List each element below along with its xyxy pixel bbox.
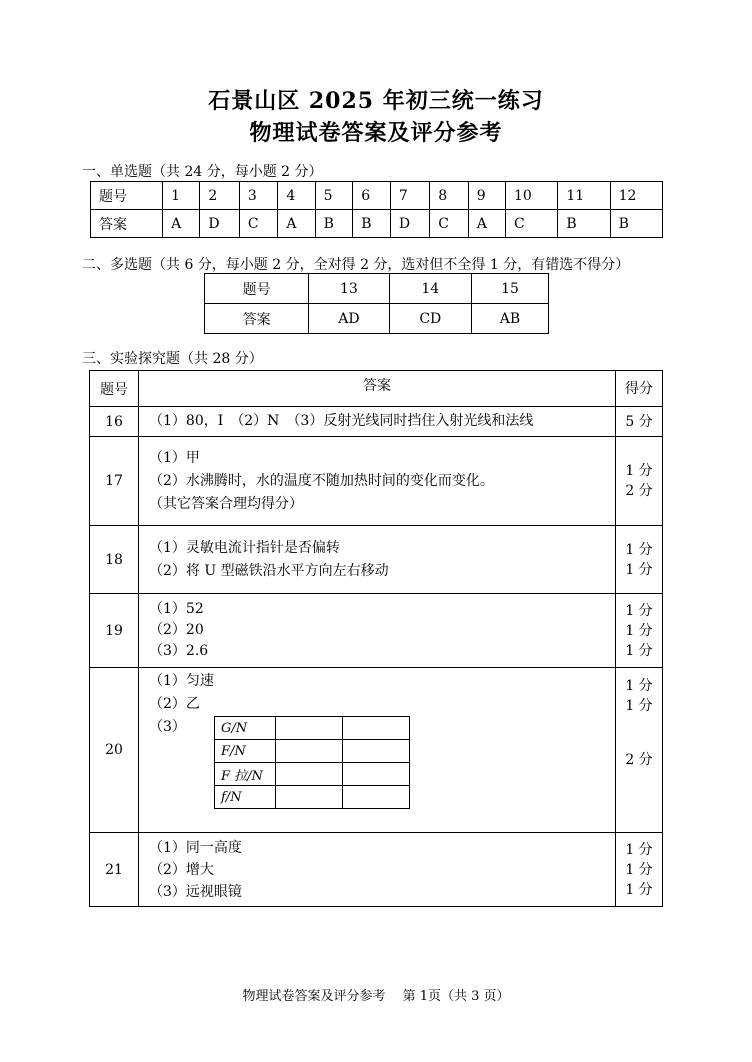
- table-row: [215, 786, 410, 809]
- page-title: 石景山区 2025 年初三统一练习: [208, 88, 544, 114]
- column-header-score: 得分: [616, 371, 663, 407]
- answer-line: （1）匀速: [149, 673, 214, 689]
- score-line: 1 分: [625, 678, 653, 694]
- answer-cell: D: [200, 210, 239, 238]
- table-row: [91, 182, 663, 210]
- page-footer: 物理试卷答案及评分参考 第 1页（共 3 页）: [242, 989, 510, 1004]
- score-line: 1 分: [625, 602, 653, 619]
- question-number: 2: [200, 182, 239, 210]
- empty-cell: [276, 717, 343, 740]
- answer-text: （1）80，I （2）N （3）反射光线同时挡住入射光线和法线: [139, 407, 616, 437]
- answer-cell: C: [506, 210, 558, 238]
- table-row: [215, 740, 410, 763]
- table-row: [90, 526, 663, 594]
- table-row: [91, 210, 663, 238]
- column-header-number: 题号: [90, 371, 139, 407]
- multi-choice-table: [204, 273, 549, 334]
- empty-cell: [276, 786, 343, 809]
- empty-cell: [343, 763, 410, 786]
- answer-cell: [139, 526, 616, 594]
- question-number: 19: [90, 594, 139, 668]
- question-number: 10: [506, 182, 558, 210]
- answer-line: （1）灵敏电流计指针是否偏转: [149, 539, 340, 556]
- answer-cell: B: [315, 210, 353, 238]
- row-label: F/N: [215, 740, 276, 763]
- page-subtitle: 物理试卷答案及评分参考: [249, 120, 503, 146]
- score-cell: [616, 833, 663, 907]
- question-number: 6: [353, 182, 391, 210]
- row-label: G/N: [215, 717, 276, 740]
- empty-cell: [276, 763, 343, 786]
- question-number: 12: [610, 182, 662, 210]
- answer-cell: D: [390, 210, 429, 238]
- question-number: 16: [90, 407, 139, 437]
- answer-cell: B: [353, 210, 391, 238]
- row-label: 题号: [91, 182, 163, 210]
- table-header-row: [90, 371, 663, 407]
- question-number: 7: [390, 182, 429, 210]
- table-row: [90, 594, 663, 668]
- table-row: [215, 763, 410, 786]
- answer-line: （其它答案合理均得分）: [149, 495, 303, 512]
- section2-heading: 二、多选题（共 6 分，每小题 2 分，全对得 2 分，选对但不全得 1 分，有错选不得分）: [82, 257, 630, 273]
- answer-line: （2）增大: [149, 861, 214, 878]
- answer-cell: A: [163, 210, 200, 238]
- score-cell: [616, 437, 663, 526]
- single-choice-table: [90, 181, 663, 238]
- score-line: 1 分: [625, 642, 653, 659]
- score-line: 1 分: [625, 698, 653, 714]
- column-header-answer: 答案: [139, 371, 616, 407]
- table-row: [90, 437, 663, 526]
- score-text: 5 分: [616, 407, 663, 437]
- empty-cell: [343, 740, 410, 763]
- answer-cell: AD: [309, 304, 389, 334]
- question-number: 13: [309, 274, 389, 304]
- answer-line: （2）20: [149, 622, 204, 638]
- answer-cell: C: [239, 210, 277, 238]
- section1-heading: 一、单选题（共 24 分，每小题 2 分）: [82, 164, 323, 180]
- answer-line: （2）乙: [149, 696, 200, 712]
- question-number: 8: [430, 182, 468, 210]
- answer-cell: C: [430, 210, 468, 238]
- question-number: 1: [163, 182, 200, 210]
- answer-cell: A: [278, 210, 315, 238]
- score-cell: [616, 594, 663, 668]
- answer-line: （3）远视眼镜: [149, 883, 242, 900]
- answer-line: （3）: [149, 719, 186, 735]
- score-spacer: [616, 716, 662, 750]
- table-row: [205, 274, 549, 304]
- empty-cell: [276, 740, 343, 763]
- table-row: [90, 833, 663, 907]
- answer-line: （3）2.6: [149, 643, 209, 659]
- answer-cell: [139, 833, 616, 907]
- row-label: F 拉/N: [215, 763, 276, 786]
- question-number: 11: [558, 182, 610, 210]
- row-label: 答案: [205, 304, 309, 334]
- answer-cell: B: [558, 210, 610, 238]
- score-cell: [616, 668, 663, 833]
- answer-cell: A: [468, 210, 505, 238]
- question-number: 21: [90, 833, 139, 907]
- answer-line: （2）水沸腾时，水的温度不随加热时间的变化而变化。: [149, 472, 494, 489]
- question-number: 14: [389, 274, 471, 304]
- question-number: 18: [90, 526, 139, 594]
- experiment-table: [89, 370, 663, 907]
- answer-line: （2）将 U 型磁铁沿水平方向左右移动: [149, 562, 389, 579]
- score-line: 1 分: [625, 463, 653, 479]
- table-row: [205, 304, 549, 334]
- force-data-table: [214, 716, 410, 809]
- empty-cell: [343, 717, 410, 740]
- table-row: [215, 717, 410, 740]
- answer-cell: B: [610, 210, 662, 238]
- question-number: 20: [90, 668, 139, 833]
- question-number: 9: [468, 182, 505, 210]
- table-row: [90, 407, 663, 437]
- score-line: 1 分: [625, 541, 653, 558]
- answer-line: （1）甲: [149, 449, 200, 466]
- row-label: 题号: [205, 274, 309, 304]
- answer-line: （1）同一高度: [149, 839, 242, 856]
- score-line: 1 分: [625, 881, 653, 898]
- answer-cell: AB: [472, 304, 549, 334]
- question-number: 17: [90, 437, 139, 526]
- row-label: 答案: [91, 210, 163, 238]
- question-number: 5: [315, 182, 353, 210]
- answer-cell: CD: [389, 304, 471, 334]
- section3-heading: 三、实验探究题（共 28 分）: [82, 351, 263, 367]
- score-line: 1 分: [625, 622, 653, 639]
- score-line: 2 分: [625, 483, 653, 499]
- question-number: 3: [239, 182, 277, 210]
- score-line: 1 分: [625, 861, 653, 878]
- question-number: 15: [472, 274, 549, 304]
- score-line: 1 分: [625, 841, 653, 858]
- question-number: 4: [278, 182, 315, 210]
- score-cell: [616, 526, 663, 594]
- answer-cell: [139, 594, 616, 668]
- row-label: f/N: [215, 786, 276, 809]
- answer-cell: [139, 437, 616, 526]
- answer-line: （1）52: [149, 601, 204, 617]
- empty-cell: [343, 786, 410, 809]
- score-line: 2 分: [625, 752, 653, 768]
- score-line: 1 分: [625, 561, 653, 578]
